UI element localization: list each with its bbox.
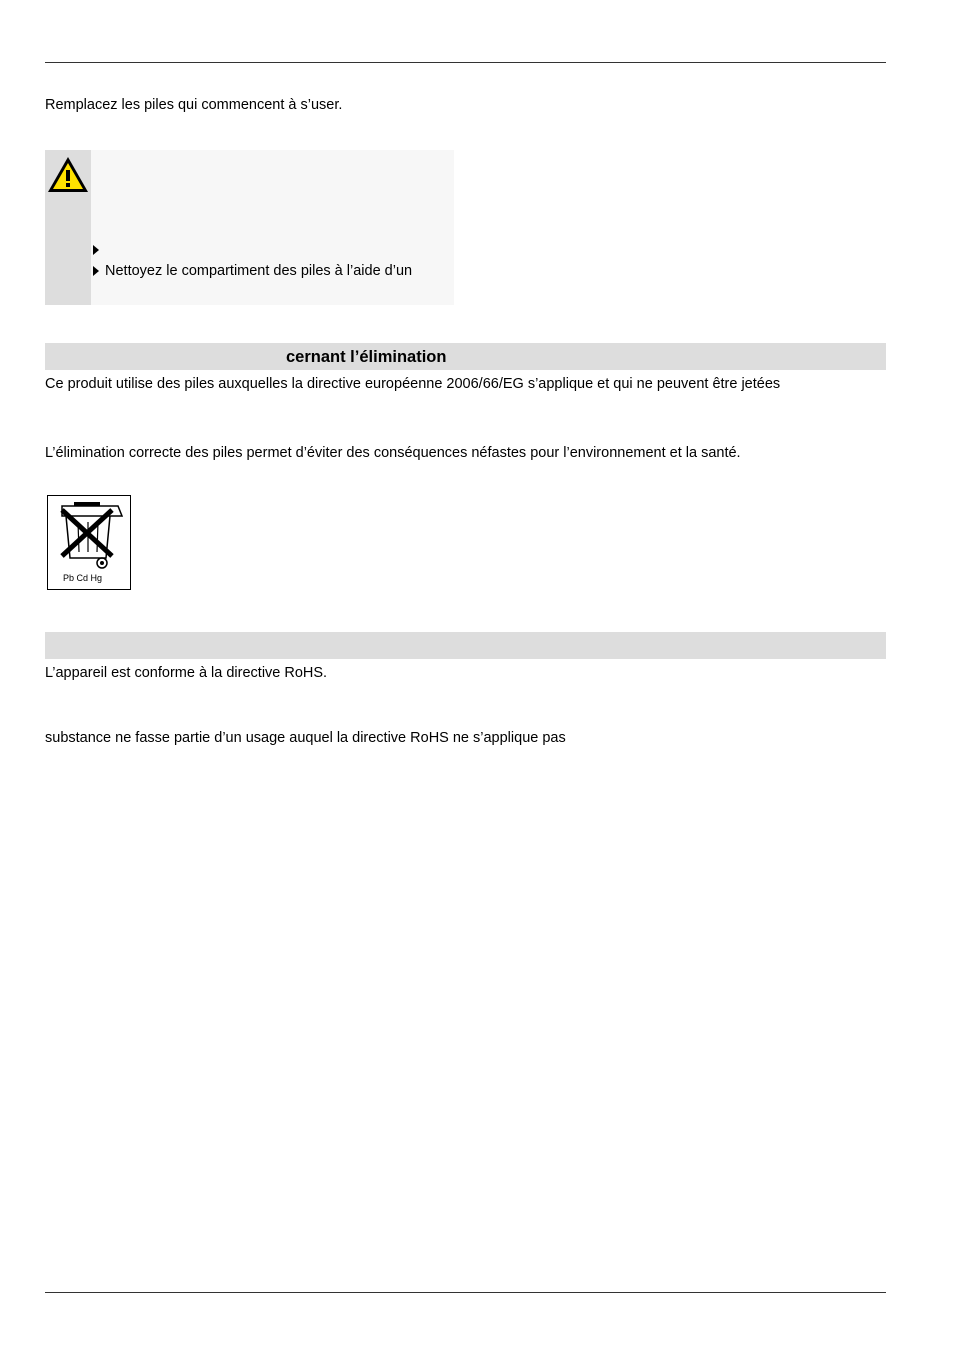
bullet-arrow-icon [93, 245, 99, 255]
warning-bullet-2 [93, 262, 412, 280]
rohs-paragraph-1: L’appareil est conforme à la directive RoHS. [45, 665, 328, 681]
bullet-arrow-icon [93, 266, 99, 276]
warning-bullet-1 [93, 241, 105, 259]
warning-bullet-2-text: Nettoyez le compartiment des piles à l’aide d’un [105, 263, 413, 279]
warning-icon-strip [45, 150, 91, 305]
bin-symbol-label: Pb Cd Hg [63, 573, 103, 583]
rohs-paragraph-2: substance ne fasse partie d’un usage auquel la directive RoHS ne s’applique pas [45, 730, 566, 746]
rohs-section-heading [45, 632, 886, 659]
disposal-section-heading [45, 343, 886, 370]
disposal-paragraph-2: L’élimination correcte des piles permet d’éviter des conséquences néfastes pour l’environnement et la santé. [45, 445, 741, 461]
footer-rule [45, 1292, 886, 1293]
warning-triangle-icon [46, 155, 90, 195]
intro-line: Remplacez les piles qui commencent à s’user. [45, 97, 343, 113]
header-rule [45, 62, 886, 63]
disposal-paragraph-1: Ce produit utilise des piles auxquelles la directive européenne 2006/66/EG s’applique et qui ne peuvent être jetées [45, 376, 781, 392]
warning-box [45, 150, 454, 305]
disposal-section-title: cernant l’élimination [286, 348, 447, 366]
battery-disposal-symbol [47, 495, 131, 590]
